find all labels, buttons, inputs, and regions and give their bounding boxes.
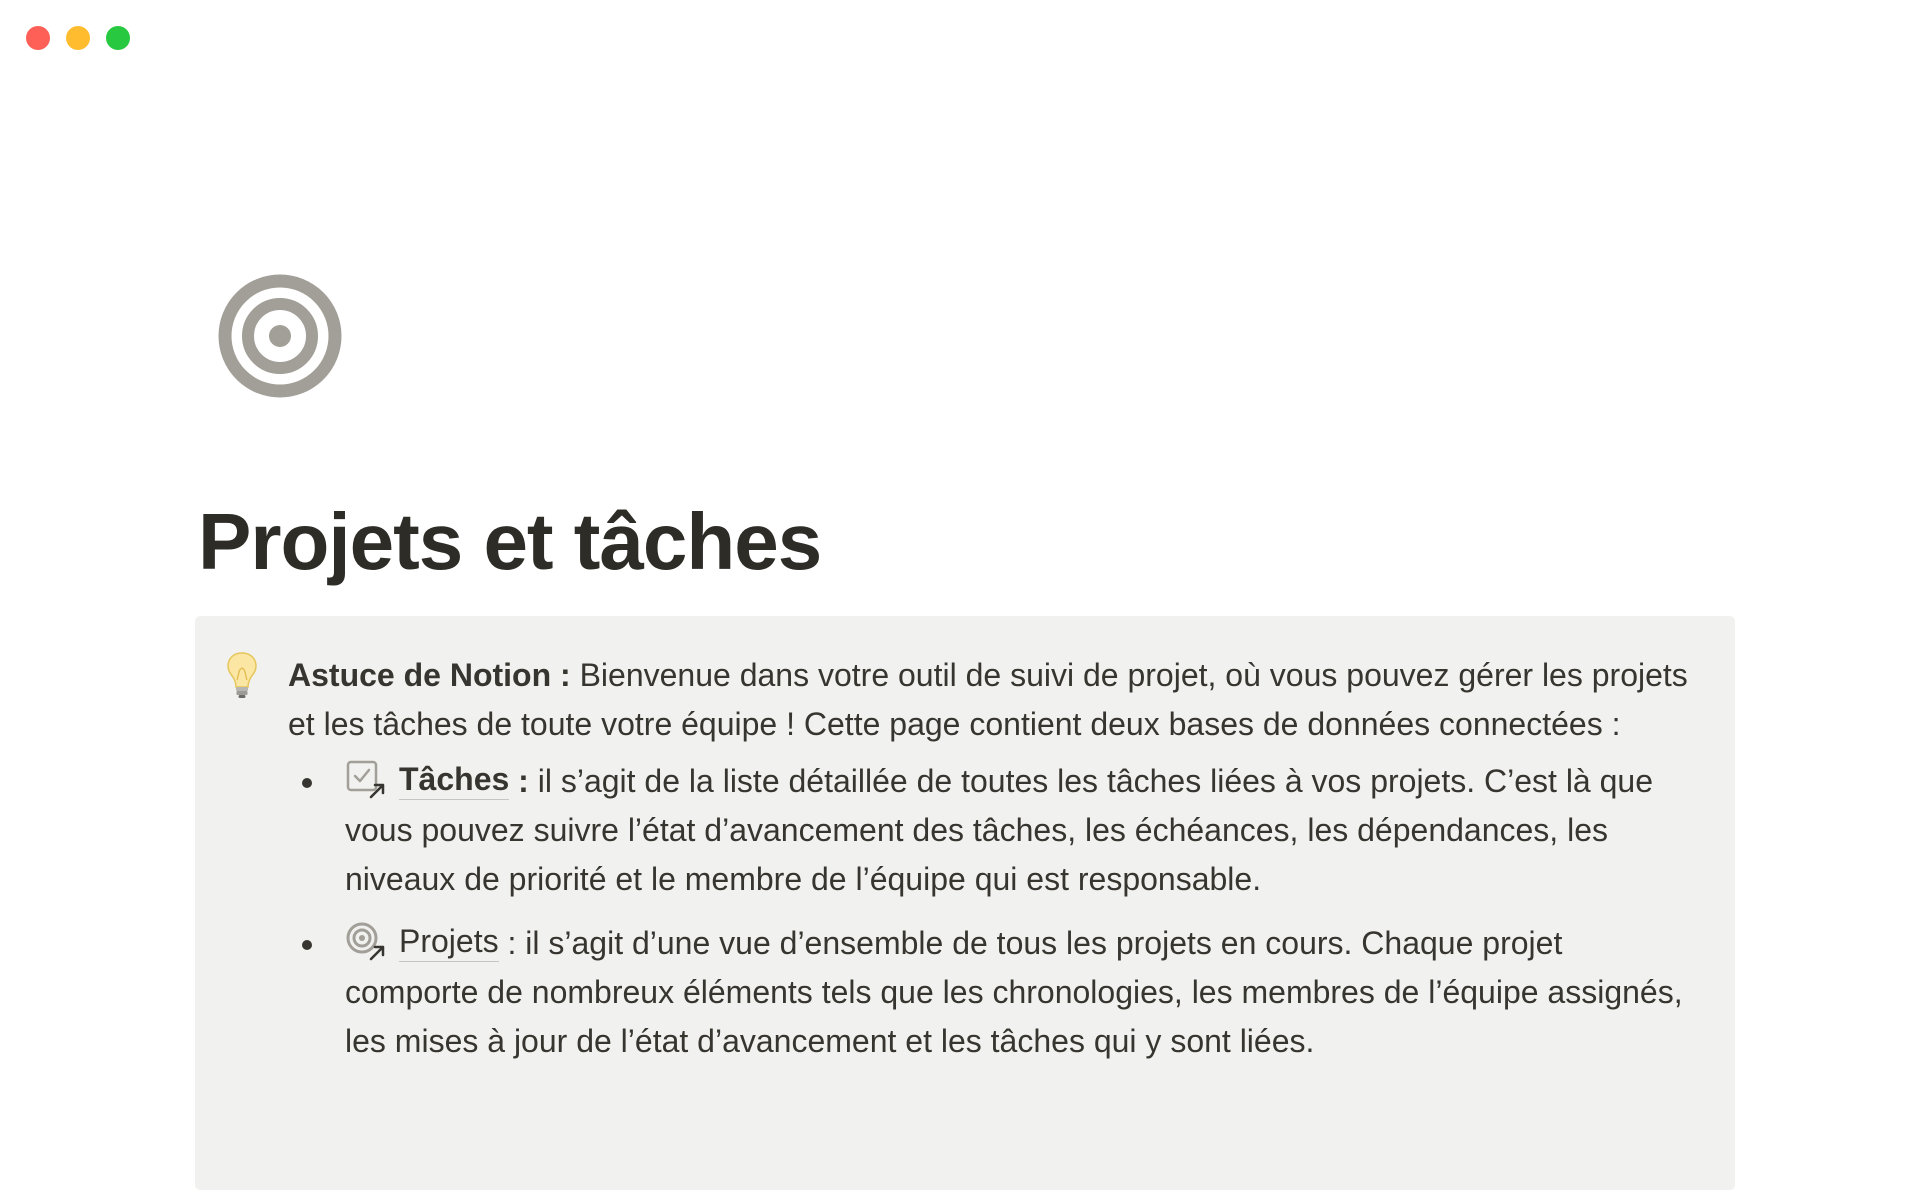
- taches-link-label[interactable]: Tâches: [399, 759, 509, 800]
- projets-database-link[interactable]: [345, 919, 499, 963]
- list-item: [288, 919, 1698, 1066]
- bullet-dot: [302, 940, 312, 950]
- window-minimize-button[interactable]: [66, 26, 90, 50]
- lightbulb-icon: [225, 650, 259, 700]
- projets-link-label[interactable]: Projets: [399, 921, 499, 962]
- target-icon[interactable]: [218, 274, 342, 398]
- callout-content: [288, 651, 1698, 1081]
- taches-separator: :: [509, 763, 529, 799]
- database-list: [288, 757, 1698, 1066]
- projets-description: il s’agit d’une vue d’ensemble de tous les projets en cours. Chaque projet comporte de nombreux éléments tels que les chronologies, les membres de l’équipe assignés, les mises à jour de l’état d’avancement et les tâches qui y sont liées.: [345, 925, 1683, 1059]
- projets-separator: :: [498, 925, 517, 961]
- notion-tip-callout: [195, 616, 1735, 1190]
- project-database-link-icon: [345, 921, 387, 963]
- callout-label: Astuce de Notion :: [288, 657, 571, 693]
- window-maximize-button[interactable]: [106, 26, 130, 50]
- list-item: [288, 757, 1698, 904]
- callout-intro: [288, 651, 1698, 749]
- window-close-button[interactable]: [26, 26, 50, 50]
- taches-description: il s’agit de la liste détaillée de toutes les tâches liées à vos projets. C’est là que vous pouvez suivre l’état d’avancement des tâches, les échéances, les dépendances, les niveaux de priorité et le membre de l’équipe qui est responsable.: [345, 763, 1653, 897]
- taches-database-link[interactable]: [345, 757, 509, 801]
- task-database-link-icon: [345, 759, 387, 801]
- window-controls: [26, 26, 130, 50]
- callout-intro-text: Bienvenue dans votre outil de suivi de projet, où vous pouvez gérer les projets et les tâches de toute votre équipe ! Cette page contient deux bases de données connectées :: [288, 657, 1688, 742]
- page-title[interactable]: Projets et tâches: [198, 497, 822, 586]
- bullet-dot: [302, 778, 312, 788]
